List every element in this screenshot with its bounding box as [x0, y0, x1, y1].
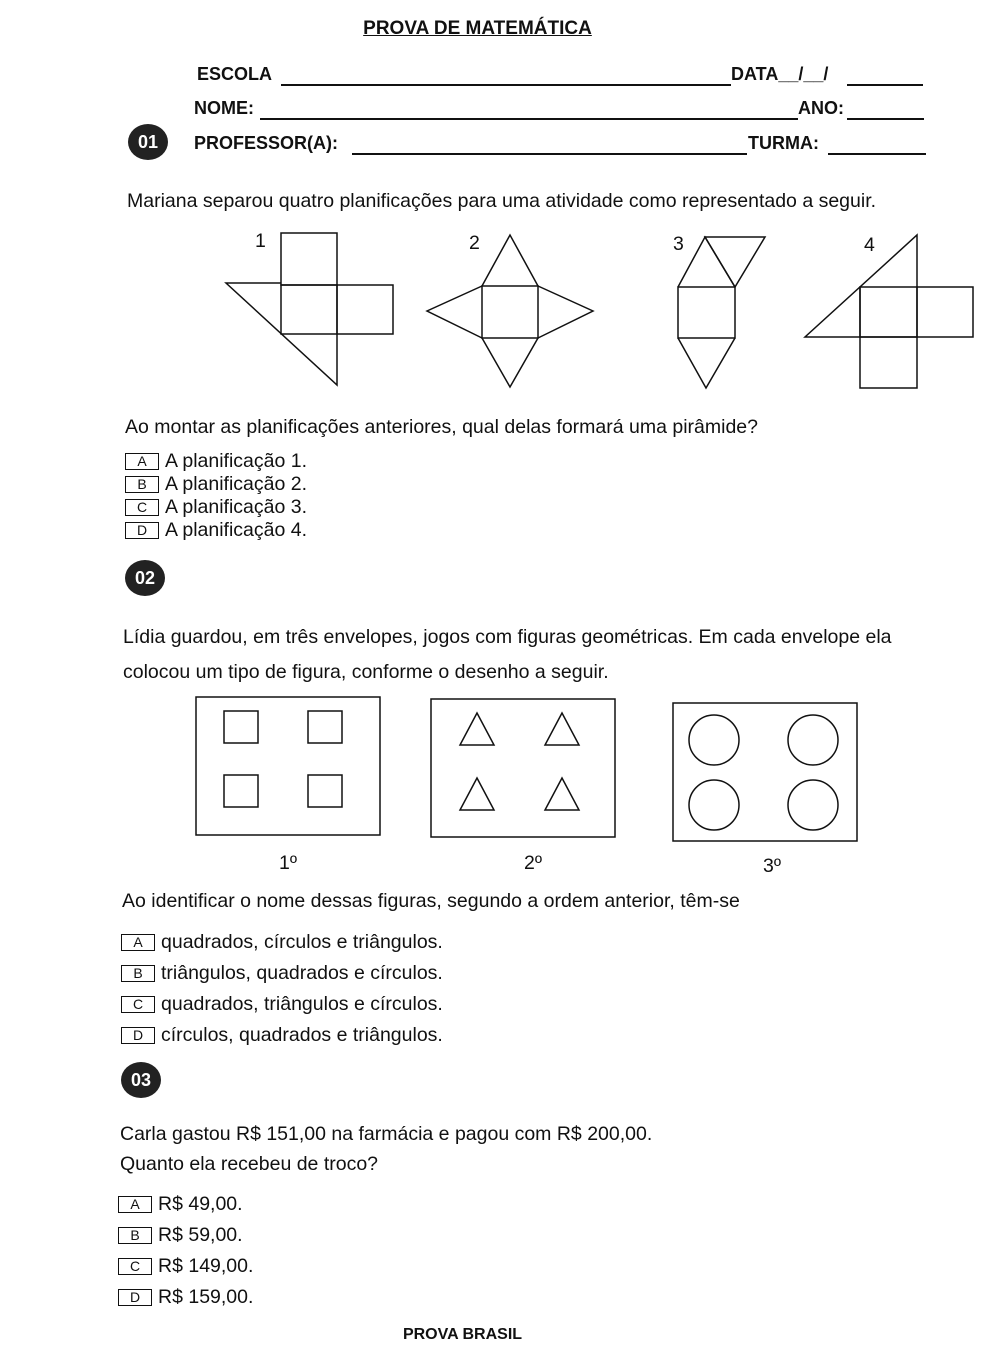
option-text: triângulos, quadrados e círculos.	[161, 962, 443, 984]
option-text: R$ 59,00.	[158, 1224, 243, 1246]
option-box[interactable]: B	[118, 1227, 152, 1244]
net-label-3: 3	[673, 233, 684, 255]
question-text: Mariana separou quatro planificações para uma atividade como representado a seguir.	[127, 190, 877, 212]
option-c[interactable]	[125, 496, 307, 519]
envelope-label-1: 1º	[279, 852, 297, 874]
option-c[interactable]	[118, 1251, 253, 1282]
net-label-2: 2	[469, 232, 480, 254]
options-q2	[121, 927, 443, 1051]
option-text: R$ 49,00.	[158, 1193, 243, 1215]
options-q3	[118, 1189, 253, 1313]
option-text: quadrados, círculos e triângulos.	[161, 931, 443, 953]
question-prompt: Ao identificar o nome dessas figuras, segundo a ordem anterior, têm-se	[122, 890, 740, 912]
option-box[interactable]: B	[125, 476, 159, 493]
net-1	[226, 233, 393, 385]
year-label: ANO:	[798, 98, 844, 118]
question-text: Quanto ela recebeu de troco?	[120, 1153, 379, 1175]
question-number-badge: 01	[128, 124, 168, 160]
envelope-label-3: 3º	[763, 855, 781, 877]
option-text: A planificação 4.	[165, 519, 308, 541]
option-b[interactable]	[121, 958, 443, 989]
date-label: DATA__/__/	[731, 64, 829, 84]
envelope-1	[196, 697, 380, 835]
question-text: Lídia guardou, em três envelopes, jogos com figuras geométricas. Em cada envelope ela	[123, 626, 892, 648]
option-text: R$ 149,00.	[158, 1255, 254, 1277]
question-number-badge: 03	[121, 1062, 161, 1098]
option-box[interactable]: A	[118, 1196, 152, 1213]
net-2	[427, 235, 593, 387]
option-box[interactable]: D	[121, 1027, 155, 1044]
net-label-4: 4	[864, 234, 875, 256]
option-c[interactable]	[121, 989, 443, 1020]
class-label: TURMA:	[748, 133, 819, 153]
net-3	[678, 237, 765, 388]
option-a[interactable]	[125, 450, 307, 473]
option-box[interactable]: D	[125, 522, 159, 539]
teacher-label: PROFESSOR(A):	[194, 133, 338, 153]
option-text: A planificação 1.	[165, 450, 308, 472]
net-label-1: 1	[255, 230, 266, 252]
option-box[interactable]: A	[125, 453, 159, 470]
net-4	[805, 235, 973, 388]
option-d[interactable]	[125, 519, 307, 542]
question-text: Carla gastou R$ 151,00 na farmácia e pagou com R$ 200,00.	[120, 1123, 653, 1145]
option-d[interactable]	[118, 1282, 253, 1313]
question-text: colocou um tipo de figura, conforme o desenho a seguir.	[123, 661, 609, 683]
option-b[interactable]	[118, 1220, 253, 1251]
question-number-badge: 02	[125, 560, 165, 596]
option-a[interactable]	[121, 927, 443, 958]
option-text: quadrados, triângulos e círculos.	[161, 993, 443, 1015]
option-box[interactable]: C	[125, 499, 159, 516]
options-q1	[125, 450, 307, 542]
option-text: A planificação 2.	[165, 473, 308, 495]
option-box[interactable]: C	[121, 996, 155, 1013]
option-d[interactable]	[121, 1020, 443, 1051]
school-label: ESCOLA	[197, 64, 273, 84]
option-box[interactable]: C	[118, 1258, 152, 1275]
option-text: círculos, quadrados e triângulos.	[161, 1024, 443, 1046]
option-box[interactable]: D	[118, 1289, 152, 1306]
footer: PROVA BRASIL	[402, 1326, 523, 1343]
option-text: A planificação 3.	[165, 496, 308, 518]
option-box[interactable]: B	[121, 965, 155, 982]
name-label: NOME:	[194, 98, 254, 118]
question-prompt: Ao montar as planificações anteriores, qual delas formará uma pirâmide?	[125, 416, 758, 438]
envelope-label-2: 2º	[524, 852, 542, 874]
option-box[interactable]: A	[121, 934, 155, 951]
envelope-3	[673, 703, 857, 841]
option-b[interactable]	[125, 473, 307, 496]
envelope-2	[431, 699, 615, 837]
page-title: PROVA DE MATEMÁTICA	[363, 18, 592, 39]
option-text: R$ 159,00.	[158, 1286, 254, 1308]
option-a[interactable]	[118, 1189, 253, 1220]
